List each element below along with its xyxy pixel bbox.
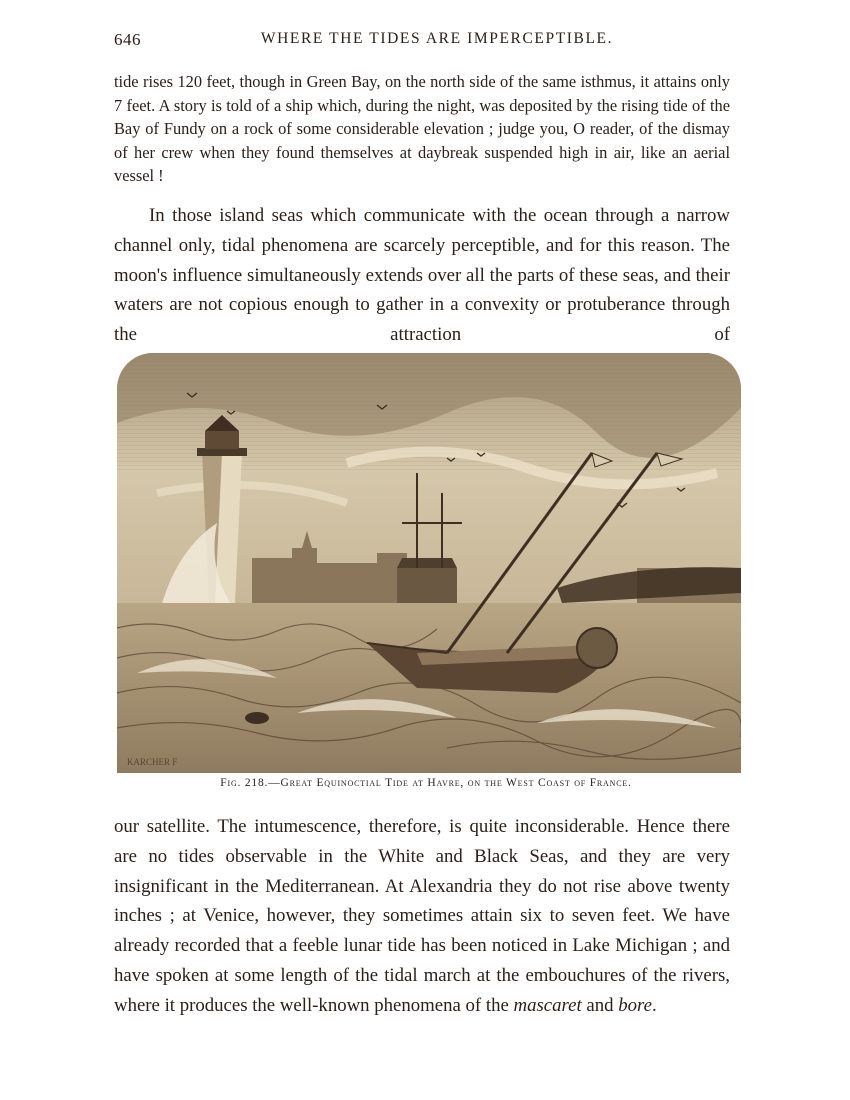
term-mascaret: mascaret: [513, 994, 582, 1016]
paragraph-satellite: [114, 812, 730, 1021]
running-head: [114, 30, 730, 54]
engraving-illustration: [117, 353, 741, 773]
floating-debris: [245, 712, 269, 724]
engraving-figure: [117, 353, 741, 773]
engraver-signature: KARCHER F: [127, 757, 178, 767]
paragraph-island-seas: In those island seas which communicate with the ocean through a narrow channel only, tidal phenomena are scarcely perceptible, and for this reason. The moon's influence simultaneously extends over all the parts of these seas, and their waters are not copious enough to gather in a convexity or protuberance through the attraction of: [114, 205, 730, 346]
running-title: WHERE THE TIDES ARE IMPERCEPTIBLE.: [260, 30, 614, 47]
figure-caption: Fig. 218.—Great Equinoctial Tide at Havre, on the West Coast of France.: [220, 777, 632, 789]
end-punctuation: .: [651, 994, 657, 1016]
paragraph-satellite-text: our satellite. The intumescence, therefore, is quite inconsiderable. Hence there are no tides observable in the White and Black Seas, and they are very insignificant in the Mediterranean. At Alexandria they do not rise above twenty inches ; at Venice, however, they sometimes attain six to seven feet. We have already recorded that a feeble lunar tide has been noticed in Lake Michigan ; and have spoken at some length of the tidal march at the embouchures of the rivers, where it produces the well-known phenomena of the: [114, 816, 730, 1016]
page-number: 646: [114, 30, 141, 49]
conjunction: and: [586, 994, 614, 1016]
paragraph-small-print: tide rises 120 feet, though in Green Bay, on the north side of the same isthmus, it attains only 7 feet. A story is told of a ship which, during the night, was deposited by the rising tide of the Bay of Fundy on a rock of some considerable elevation ; judge you, O reader, of the dismay of her crew when they found themselves at daybreak suspended high in air, like an aerial vessel !: [114, 72, 730, 186]
term-bore: bore: [618, 994, 652, 1016]
